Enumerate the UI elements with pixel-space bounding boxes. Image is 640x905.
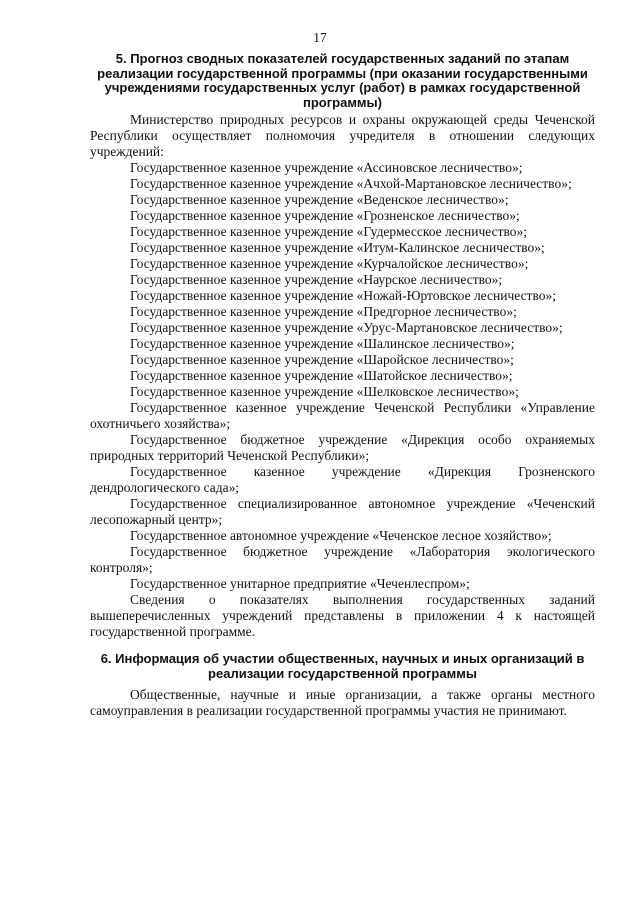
institution-item: Государственное бюджетное учреждение «Лаборатория экологического контроля»; [90, 544, 595, 575]
institution-item: Государственное казенное учреждение «Дирекция Грозненского дендрологического сада»; [90, 464, 595, 495]
institution-item: Государственное казенное учреждение Чеченской Республики «Управление охотничьего хозяйства»; [90, 400, 595, 431]
section-6-body: Общественные, научные и иные организации, а также органы местного самоуправления в реализации государственной программы участия не принимают. [90, 687, 595, 718]
institution-item: Государственное казенное учреждение «Урус-Мартановское лесничество»; [130, 320, 563, 335]
institution-item: Государственное казенное учреждение «Ассиновское лесничество»; [130, 160, 523, 175]
institution-item: Государственное казенное учреждение «Ачхой-Мартановское лесничество»; [130, 176, 572, 191]
institution-item: Государственное казенное учреждение «Шелковское лесничество»; [130, 384, 519, 399]
section-6-heading: 6. Информация об участии общественных, научных и иных организаций в реализации государственной программы [100, 651, 585, 681]
institution-item: Государственное специализированное автономное учреждение «Чеченский лесопожарный центр»; [90, 496, 595, 527]
institution-list [90, 160, 595, 592]
institution-item: Государственное казенное учреждение «Ножай-Юртовское лесничество»; [130, 288, 556, 303]
institution-item: Государственное автономное учреждение «Чеченское лесное хозяйство»; [130, 528, 552, 543]
section-5-closing: Сведения о показателях выполнения государственных заданий вышеперечисленных учреждений представлены в приложении 4 к настоящей государственной программе. [90, 592, 595, 639]
institution-item: Государственное казенное учреждение «Курчалойское лесничество»; [130, 256, 529, 271]
institution-item: Государственное казенное учреждение «Шатойское лесничество»; [130, 368, 513, 383]
institution-item: Государственное казенное учреждение «Итум-Калинское лесничество»; [130, 240, 545, 255]
section-5-intro: Министерство природных ресурсов и охраны окружающей среды Чеченской Республики осуществляет полномочия учредителя в отношении следующих учреждений: [90, 112, 595, 159]
institution-item: Государственное казенное учреждение «Шаройское лесничество»; [130, 352, 514, 367]
page-number: 17 [313, 30, 327, 45]
institution-item: Государственное казенное учреждение «Грозненское лесничество»; [130, 208, 520, 223]
institution-item: Государственное казенное учреждение «Шалинское лесничество»; [130, 336, 515, 351]
institution-item: Государственное казенное учреждение «Наурское лесничество»; [130, 272, 503, 287]
institution-item: Государственное казенное учреждение «Гудермесское лесничество»; [130, 224, 528, 239]
section-5-heading: 5. Прогноз сводных показателей государственных заданий по этапам реализации государственной программы (при оказании государственными учреждениями государственных услуг (работ) в рамках государственной программы) [97, 51, 588, 110]
institution-item: Государственное унитарное предприятие «Чеченлеспром»; [130, 576, 470, 591]
institution-item: Государственное бюджетное учреждение «Дирекция особо охраняемых природных территорий Чеченской Республики»; [90, 432, 595, 463]
institution-item: Государственное казенное учреждение «Веденское лесничество»; [130, 192, 509, 207]
document-body [90, 52, 595, 719]
institution-item: Государственное казенное учреждение «Предгорное лесничество»; [130, 304, 517, 319]
